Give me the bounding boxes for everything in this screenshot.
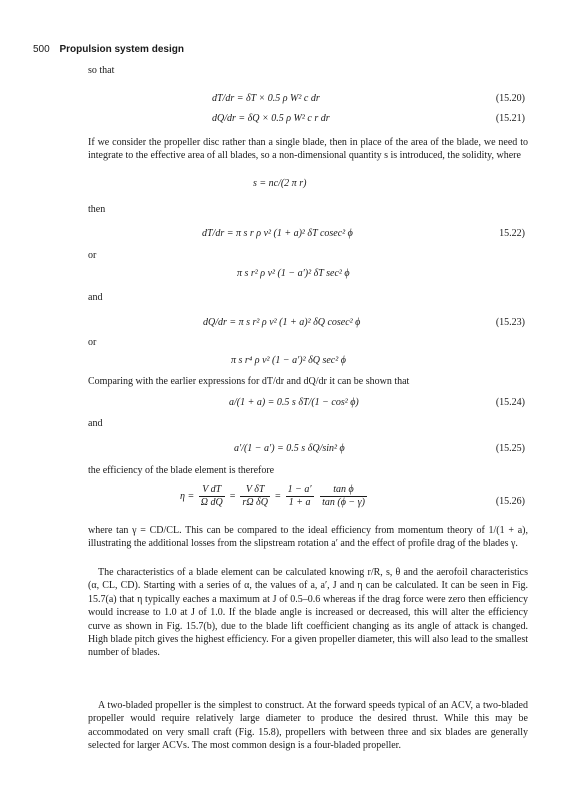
denominator: tan (ϕ − γ)	[322, 497, 365, 508]
eta-symbol: η =	[180, 491, 195, 502]
running-header	[33, 44, 184, 55]
equation-15-26	[180, 484, 369, 509]
text-so-that: so that	[88, 65, 115, 76]
denominator: Ω dQ	[200, 497, 223, 508]
equation-15-23: dQ/dr = π s r² ρ v² (1 + a)² δQ cosec² ϕ	[203, 317, 361, 328]
paragraph-two-bladed: A two-bladed propeller is the simplest to construct. At the forward speeds typical of an ACV, a two-bladed propeller would require relatively large diameter to produce the desired thrust. While this may be accommodated on very small craft (Fig. 15.8), propellers with between three and six blades are generally selected for larger ACVs. The most common design is a four-bladed propeller.	[88, 700, 528, 752]
equation-number-15-22: 15.22)	[499, 228, 525, 239]
paragraph-efficiency: the efficiency of the blade element is therefore	[88, 465, 275, 476]
equation-15-22: dT/dr = π s r ρ v² (1 + a)² δT cosec² ϕ	[202, 228, 353, 239]
numerator: V δT	[240, 484, 270, 497]
text-then: then	[88, 204, 106, 215]
equals-sign: =	[274, 491, 282, 502]
numerator: tan ϕ	[320, 484, 367, 497]
paragraph-where: where tan γ = CD/CL. This can be compared to the ideal efficiency from momentum theory of 1/(1 + a), illustrating the additional losses from the slipstream rotation a′ and the effect of profile drag of the blades γ.	[88, 525, 528, 550]
equation-15-25: a′/(1 − a′) = 0.5 s δQ/sin² ϕ	[234, 443, 345, 454]
denominator: rΩ δQ	[242, 497, 268, 508]
equation-15-22-alt: π s r² ρ v² (1 − a′)² δT sec² ϕ	[237, 268, 350, 279]
equation-number-15-20: (15.20)	[495, 93, 525, 104]
equals-sign: =	[229, 491, 236, 502]
equation-number-15-26: (15.26)	[495, 496, 525, 507]
numerator: V dT	[199, 484, 225, 497]
page-number: 500	[33, 44, 50, 55]
text-and-2: and	[88, 418, 103, 429]
equation-number-15-25: (15.25)	[495, 443, 525, 454]
fraction-tan	[320, 484, 367, 509]
equation-number-15-24: (15.24)	[495, 397, 525, 408]
equation-15-24: a/(1 + a) = 0.5 s δT/(1 − cos² ϕ)	[229, 397, 359, 408]
text-or-1: or	[88, 250, 97, 261]
text-or-2: or	[88, 337, 97, 348]
paragraph-characteristics: The characteristics of a blade element can be calculated knowing r/R, s, θ and the aerofoil characteristics (α, CL, CD). Starting with a series of α, the values of a, a′, J and η can be calculated. It can be seen in Fig. 15.7(a) that η typically eaches a maximum at J of 0.5–0.6 whereas if the drag force were zero then efficiency would increase to 1.0 at J of 1.0. If the blade angle is increased or decreased, this will alter the efficiency curve as shown in Fig. 15.7(b), due to the blade lift coefficient changing as its angle of attack is changed. High blade pitch gives the highest efficiency. For a given propeller diameter, this will also lead to the smallest number of blades.	[88, 567, 528, 659]
paragraph-comparing: Comparing with the earlier expressions for dT/dr and dQ/dr it can be shown that	[88, 376, 410, 387]
section-title: Propulsion system design	[59, 44, 184, 55]
numerator: 1 − a′	[287, 484, 312, 495]
equation-number-15-23: (15.23)	[495, 317, 525, 328]
fraction-dT-dQ	[199, 484, 225, 509]
equation-number-15-21: (15.21)	[495, 113, 525, 124]
fraction-deltaT-deltaQ	[240, 484, 270, 509]
text-and-1: and	[88, 292, 103, 303]
paragraph-solidity: If we consider the propeller disc rather than a single blade, then in place of the area of the blade, we need to integrate to the effective area of all blades, so a non-dimensional quantity s is introduced, the solidity, where	[88, 137, 528, 162]
fraction-induced	[286, 484, 314, 509]
denominator: 1 + a	[288, 497, 311, 508]
equation-15-20: dT/dr = δT × 0.5 ρ W² c dr	[212, 93, 320, 104]
equation-15-21: dQ/dr = δQ × 0.5 ρ W² c r dr	[212, 113, 330, 124]
equation-15-23-alt: π s r⁴ ρ v² (1 − a′)² δQ sec² ϕ	[231, 355, 346, 366]
equation-solidity: s = nc/(2 π r)	[253, 178, 307, 189]
